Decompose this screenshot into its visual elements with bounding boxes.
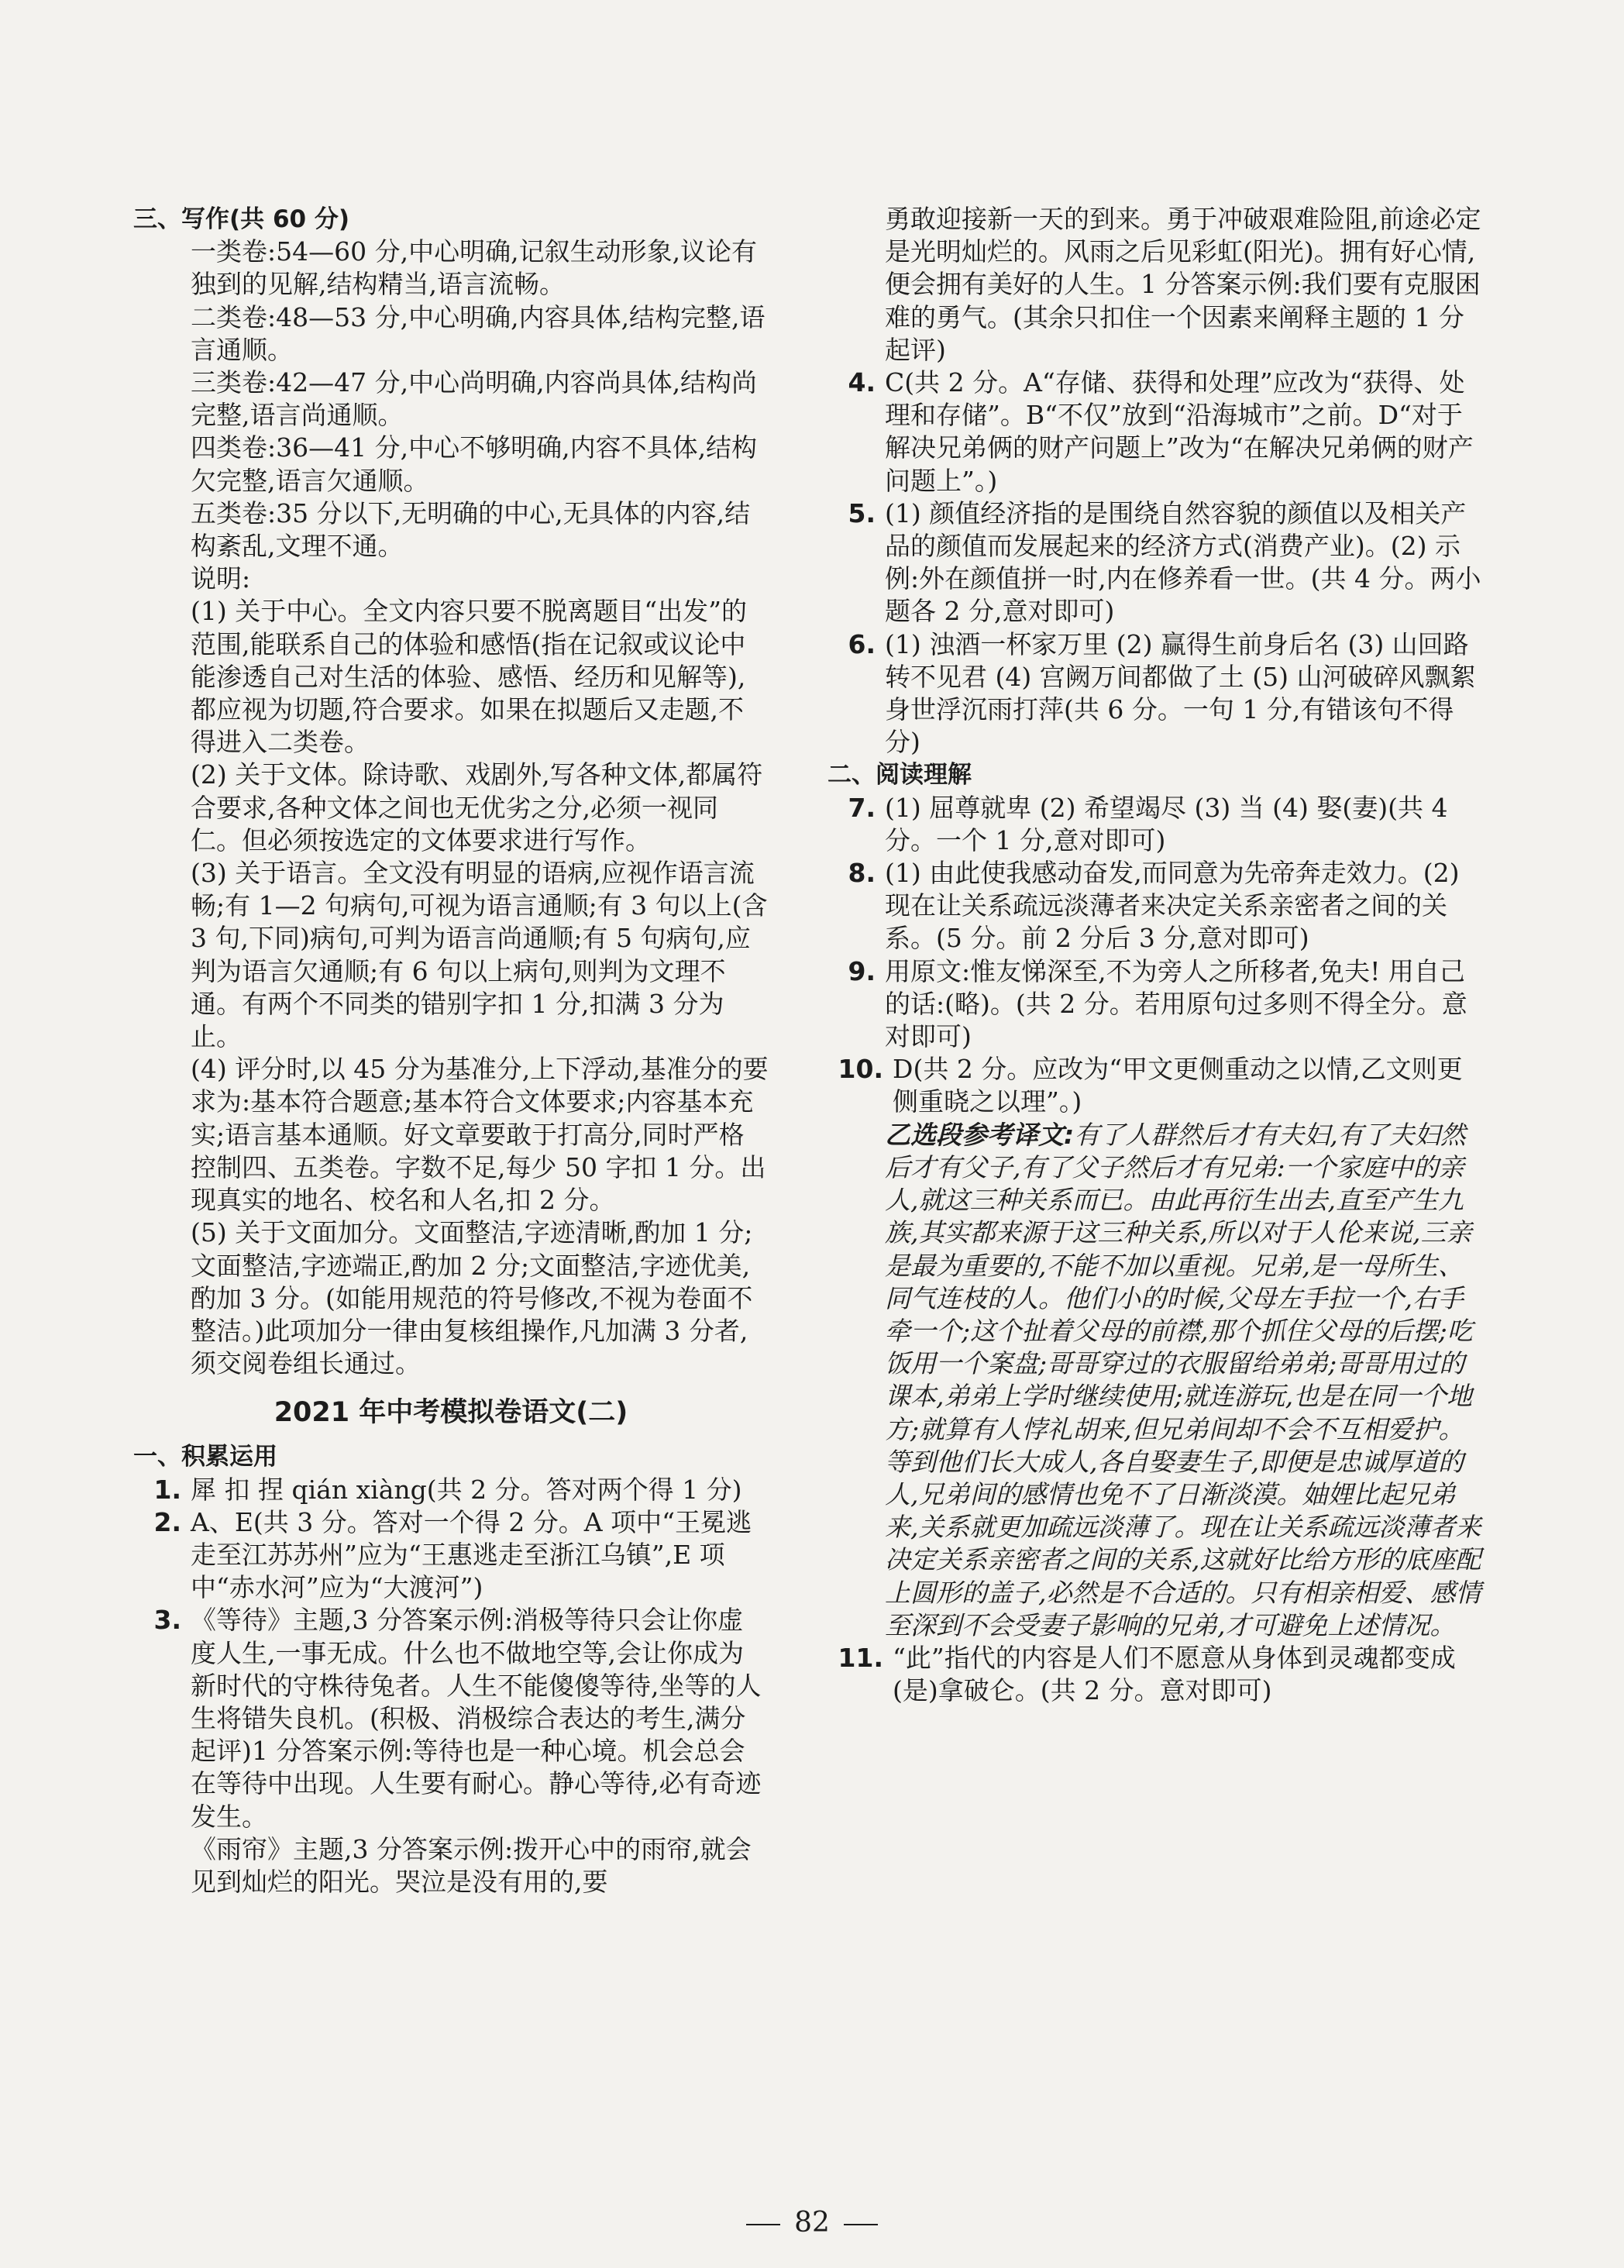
- writing-grade-4: 四类卷:36—41 分,中心不够明确,内容不具体,结构欠完整,语言欠通顺。: [191, 432, 758, 496]
- question-answer: 犀 扣 捏 qián xiàng(共 2 分。答对两个得 1 分): [191, 1474, 742, 1505]
- question-number: 2.: [153, 1506, 181, 1537]
- question-number: 9.: [848, 955, 876, 986]
- section-2-heading: 二、阅读理解: [827, 761, 972, 790]
- question-answer: (1) 由此使我感动奋发,而同意为先帝奔走效力。(2) 现在让关系疏远淡薄者来决定关系亲密者之间的关系。(5 分。前 2 分后 3 分,意对即可): [885, 858, 1460, 954]
- question-number: 5.: [848, 497, 876, 528]
- page-number-footer: [0, 2207, 1624, 2239]
- footer-dash-left: [746, 2224, 780, 2225]
- question-10: [827, 1053, 1486, 1118]
- left-column: [133, 203, 769, 1898]
- question-11: [827, 1642, 1486, 1707]
- writing-grade-2: 二类卷:48—53 分,中心明确,内容具体,结构完整,语言通顺。: [191, 301, 766, 365]
- question-number: 10.: [838, 1054, 883, 1085]
- question-answer: (1) 浊酒一杯家万里 (2) 赢得生前身后名 (3) 山回路转不见君 (4) 宫阙万间都做了土 (5) 山河破碎风飘絮 身世浮沉雨打萍(共 6 分。一句 1 分,有错该句不得分): [885, 628, 1476, 758]
- question-3-part-2: 《雨帘》主题,3 分答案示例:拨开心中的雨帘,就会见到灿烂的阳光。哭泣是没有用的,要: [191, 1833, 752, 1897]
- question-4: [827, 367, 1486, 497]
- question-number: 4.: [848, 367, 876, 398]
- question-8: [827, 857, 1486, 955]
- question-7: [827, 792, 1486, 857]
- translation-text: 有了人群然后才有夫妇,有了夫妇然后才有父子,有了父子然后才有兄弟:一个家庭中的亲人,就这三种关系而已。由此再衍生出去,直至产生九族,其实都来源于这三种关系,所以对于人伦来说,三亲是最为重要的,不能不加以重视。兄弟,是一母所生、同气连枝的人。他们小的时候,父母左手拉一个,右手牵一个;这个扯着父母的前襟,那个抓住父母的后摆;吃饭用一个案盘;哥哥穿过的衣服留给弟弟;哥哥用过的课本,弟弟上学时继续使用;就连游玩,也是在同一个地方;就算有人悖礼胡来,但兄弟间却不会不互相爱护。等到他们长大成人,各自娶妻生子,即便是忠诚厚道的人,兄弟间的感情也免不了日渐淡漠。妯娌比起兄弟来,关系就更加疏远淡薄了。现在让关系疏远淡薄者来决定关系亲密者之间的关系,这就好比给方形的底座配上圆形的盖子,必然是不合适的。只有相亲相爱、感情至深到不会受妻子影响的兄弟,才可避免上述情况。: [885, 1119, 1481, 1640]
- writing-note-4: (4) 评分时,以 45 分为基准分,上下浮动,基准分的要求为:基本符合题意;基本符合文体要求;内容基本充实;语言基本通顺。好文章要敢于打高分,同时严格控制四、五类卷。字数不足,每少 50 字扣 1 分。出现真实的地名、校名和人名,扣 2 分。: [191, 1054, 769, 1216]
- question-3-continued: 勇敢迎接新一天的到来。勇于冲破艰难险阻,前途必定是光明灿烂的。风雨之后见彩虹(阳光)。拥有好心情,便会拥有美好的人生。1 分答案示例:我们要有克服困难的勇气。(其余只扣住一个因素来阐释主题的 1 分起评): [885, 204, 1481, 365]
- writing-grade-3: 三类卷:42—47 分,中心尚明确,内容尚具体,结构尚完整,语言尚通顺。: [191, 367, 758, 431]
- question-answer: 用原文:惟友悌深至,不为旁人之所移者,免夫! 用自己的话:(略)。(共 2 分。若用原句过多则不得全分。意对即可): [885, 955, 1467, 1052]
- question-number: 7.: [848, 792, 876, 823]
- question-number: 3.: [153, 1605, 181, 1636]
- question-answer: (1) 屈尊就卑 (2) 希望竭尽 (3) 当 (4) 娶(妻)(共 4 分。一个 1 分,意对即可): [885, 792, 1448, 855]
- writing-notes-label: 说明:: [191, 563, 251, 594]
- page-number: 82: [794, 2207, 830, 2239]
- writing-note-2: (2) 关于文体。除诗歌、戏剧外,写各种文体,都属符合要求,各种文体之间也无优劣之分,必须一视同仁。但必须按选定的文体要求进行写作。: [191, 759, 763, 855]
- right-column: [827, 203, 1486, 1707]
- question-2: [133, 1506, 769, 1605]
- question-number: 8.: [848, 858, 876, 889]
- question-3: [133, 1604, 769, 1833]
- question-1: [133, 1474, 769, 1506]
- writing-section-heading: 三、写作(共 60 分): [133, 205, 350, 233]
- question-answer: 《等待》主题,3 分答案示例:消极等待只会让你虚度人生,一事无成。什么也不做地空等,会让你成为新时代的守株待兔者。人生不能傻傻等待,坐等的人生将错失良机。(积极、消极综合表达的考生,满分起评)1 分答案示例:等待也是一种心境。机会总会在等待中出现。人生要有耐心。静心等待,必有奇迹发生。: [191, 1605, 762, 1832]
- footer-dash-right: [844, 2224, 878, 2225]
- question-number: 11.: [838, 1642, 883, 1673]
- question-answer: “此”指代的内容是人们不愿意从身体到灵魂都变成(是)拿破仑。(共 2 分。意对即可): [893, 1642, 1456, 1706]
- writing-note-1: (1) 关于中心。全文内容只要不脱离题目“出发”的范围,能联系自己的体验和感悟(指在记叙或议论中能渗透自己对生活的体验、感悟、经历和见解等),都应视为切题,符合要求。如果在拟题后又走题,不得进入二类卷。: [191, 596, 747, 758]
- question-9: [827, 955, 1486, 1054]
- writing-note-5: (5) 关于文面加分。文面整洁,字迹清晰,酌加 1 分;文面整洁,字迹端正,酌加 2 分;文面整洁,字迹优美,酌加 3 分。(如能用规范的符号修改,不视为卷面不整洁。)此项加分一律由复核组操作,凡加满 3 分者,须交阅卷组长通过。: [191, 1217, 753, 1379]
- translation-label: 乙选段参考译文:: [885, 1119, 1075, 1150]
- question-number: 1.: [153, 1474, 181, 1505]
- translation-block: [885, 1119, 1486, 1642]
- writing-grade-1: 一类卷:54—60 分,中心明确,记叙生动形象,议论有独到的见解,结构精当,语言流畅。: [191, 236, 758, 300]
- question-6: [827, 628, 1486, 759]
- writing-note-3: (3) 关于语言。全文没有明显的语病,应视作语言流畅;有 1—2 句病句,可视为语言通顺;有 3 句以上(含 3 句,下同)病句,可判为语言尚通顺;有 5 句病句,应判为语言欠通顺;有 6 句以上病句,则判为文理不通。有两个不同类的错别字扣 1 分,扣满 3 分为止。: [191, 858, 768, 1052]
- question-answer: C(共 2 分。A“存储、获得和处理”应改为“获得、处理和存储”。B“不仅”放到“沿海城市”之前。D“对于解决兄弟俩的财产问题上”改为“在解决兄弟俩的财产问题上”。): [885, 367, 1474, 496]
- writing-grade-5: 五类卷:35 分以下,无明确的中心,无具体的内容,结构紊乱,文理不通。: [191, 497, 751, 562]
- question-answer: D(共 2 分。应改为“甲文更侧重动之以情,乙文则更侧重晓之以理”。): [893, 1054, 1463, 1117]
- question-answer: (1) 颜值经济指的是围绕自然容貌的颜值以及相关产品的颜值而发展起来的经济方式(消费产业)。(2) 示例:外在颜值拼一时,内在修养看一世。(共 4 分。两小题各 2 分,意对即可): [885, 497, 1481, 627]
- section-1-heading: 一、积累运用: [133, 1443, 277, 1471]
- exam-title: 2021 年中考模拟卷语文(二): [274, 1397, 628, 1429]
- question-5: [827, 497, 1486, 628]
- question-answer: A、E(共 3 分。答对一个得 2 分。A 项中“王冕逃走至江苏苏州”应为“王惠逃走至浙江乌镇”,E 项中“赤水河”应为“大渡河”): [191, 1506, 752, 1603]
- question-number: 6.: [848, 628, 876, 659]
